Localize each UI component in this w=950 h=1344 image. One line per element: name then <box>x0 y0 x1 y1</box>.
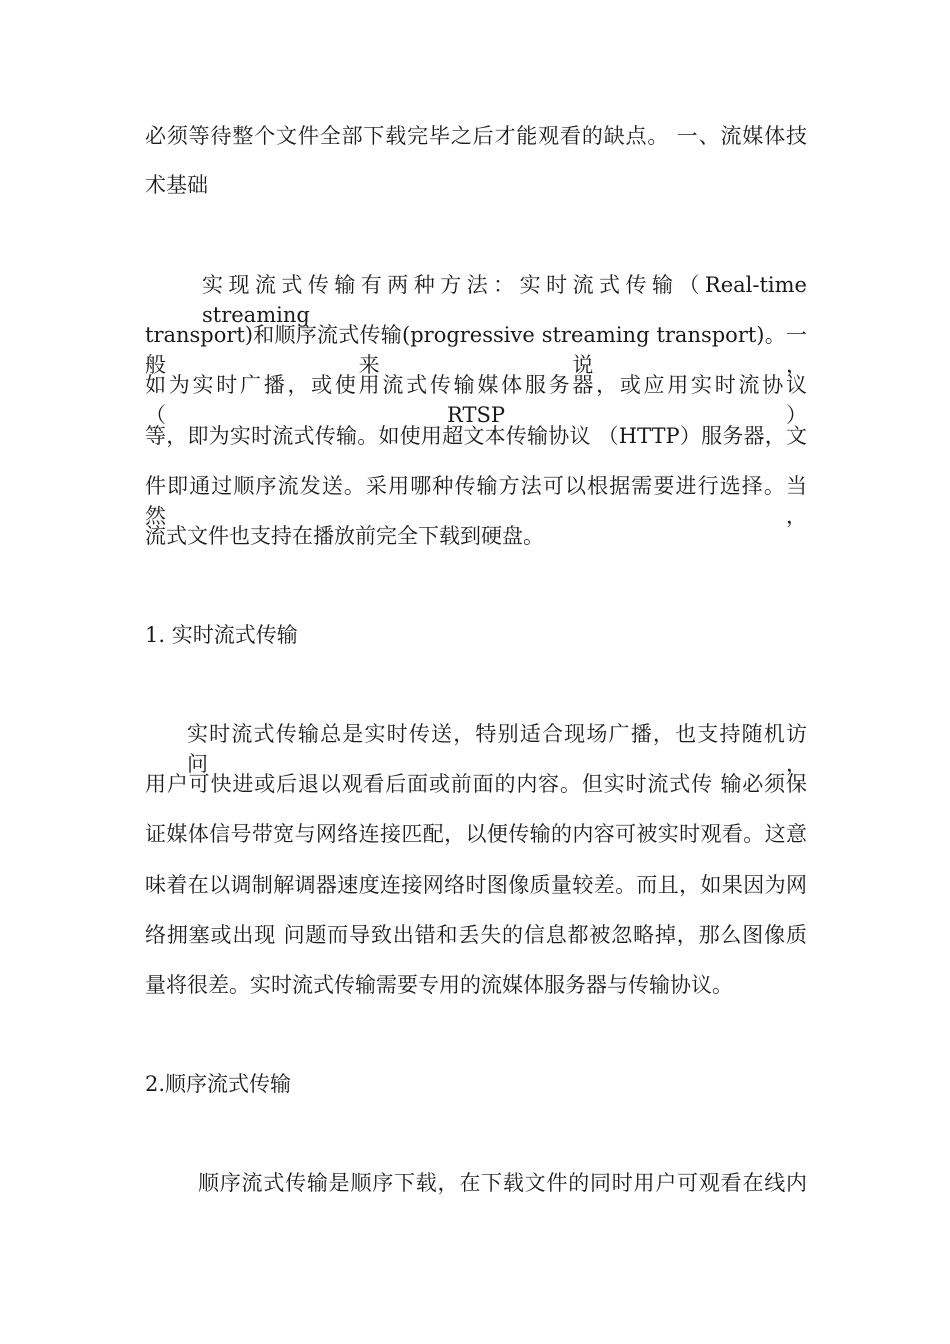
section1-line-5: 络拥塞或出现 问题而导致出错和丢失的信息都被忽略掉，那么图像质 <box>145 923 807 947</box>
intro-line-1: 必须等待整个文件全部下载完毕之后才能观看的缺点。 一、流媒体技 <box>145 124 807 148</box>
paragraph1-line-3: 如为实时广播，或使用流式传输媒体服务器，或应用实时流协议（RTSP） <box>145 373 807 427</box>
paragraph1-line-4: 等，即为实时流式传输。如使用超文本传输协议 （HTTP）服务器，文 <box>145 424 807 448</box>
paragraph1-line-5: 件即通过顺序流发送。采用哪种传输方法可以根据需要进行选择。当然， <box>145 474 807 528</box>
section2-line-1: 顺序流式传输是顺序下载，在下载文件的同时用户可观看在线内 <box>198 1171 807 1195</box>
section1-line-6: 量将很差。实时流式传输需要专用的流媒体服务器与传输协议。 <box>145 973 733 997</box>
section1-line-4: 味着在以调制解调器速度连接网络时图像质量较差。而且，如果因为网 <box>145 873 807 897</box>
section1-line-2: 用户可快进或后退以观看后面或前面的内容。但实时流式传 输必须保 <box>145 772 807 796</box>
section1-line-3: 证媒体信号带宽与网络连接匹配，以便传输的内容可被实时观看。这意 <box>145 822 807 846</box>
paragraph1-line-2: transport)和顺序流式传输(progressive streaming transport)。一般来说， <box>145 323 807 377</box>
intro-line-2: 术基础 <box>145 173 208 197</box>
paragraph1-line-6: 流式文件也支持在播放前完全下载到硬盘。 <box>145 524 544 548</box>
section1-line-1: 实时流式传输总是实时传送，特别适合现场广播，也支持随机访问， <box>187 722 807 776</box>
section2-heading: 2.顺序流式传输 <box>145 1072 292 1096</box>
section1-heading: 1. 实时流式传输 <box>145 623 298 647</box>
paragraph1-line-1: 实现流式传输有两种方法：实时流式传输（Real-time streaming <box>202 273 807 327</box>
